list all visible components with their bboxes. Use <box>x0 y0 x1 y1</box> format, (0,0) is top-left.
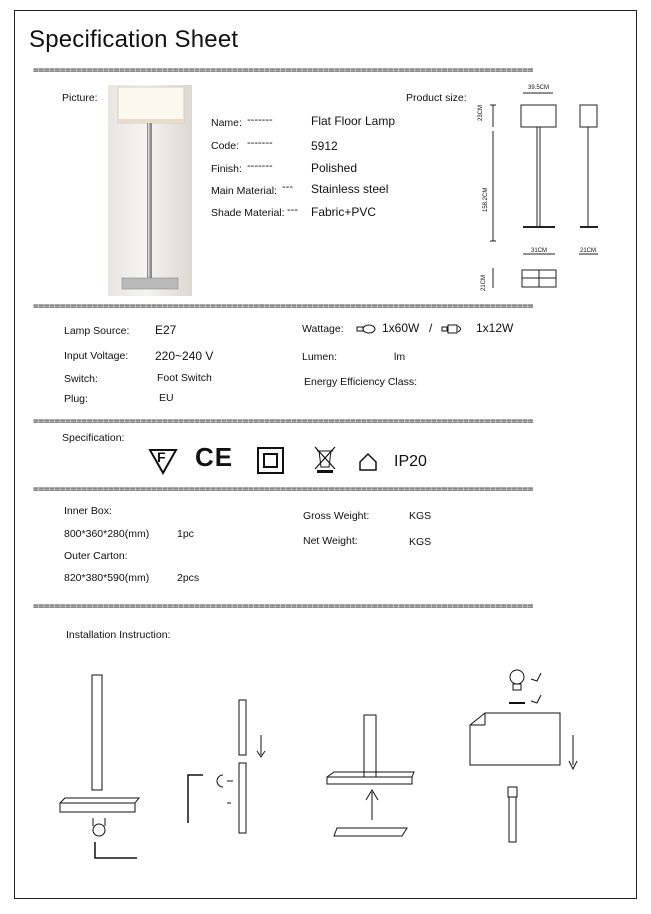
plug-value: EU <box>159 392 174 404</box>
switch-label: Switch: <box>64 373 98 385</box>
dim-base-depth: 21CM <box>481 274 487 291</box>
lumen-label: Lumen: <box>302 351 338 363</box>
installation-step-2 <box>183 695 263 845</box>
crossed-bin-icon <box>313 445 337 473</box>
main-material-value: Stainless steel <box>311 182 389 196</box>
separator: ============================================================================================= <box>33 418 533 425</box>
lumen-unit: lm <box>394 351 406 363</box>
outer-carton-qty: 2pcs <box>177 572 200 584</box>
net-weight-label: Net Weight: <box>303 535 358 547</box>
dim-shade-height: 23CM <box>478 104 484 121</box>
installation-step-1 <box>55 670 145 870</box>
installation-step-3 <box>322 710 422 840</box>
inner-box-qty: 1pc <box>177 528 194 540</box>
dim-side-width: 21CM <box>580 248 597 254</box>
switch-value: Foot Switch <box>157 372 212 384</box>
installation-step-4 <box>465 665 595 855</box>
incandescent-bulb-icon <box>356 324 376 334</box>
installation-label: Installation Instruction: <box>66 629 171 641</box>
finish-value: Polished <box>311 161 358 175</box>
main-material-label: Main Material: <box>211 185 277 197</box>
wattage-separator: / <box>429 321 433 335</box>
wattage-2-value: 1x12W <box>476 321 514 335</box>
wattage-1-value: 1x60W <box>382 321 420 335</box>
led-bulb-icon <box>441 324 465 334</box>
input-voltage-value: 220~240 V <box>155 349 214 363</box>
name-label: Name: <box>211 117 242 129</box>
specification-label: Specification: <box>62 432 125 444</box>
product-photo <box>108 85 192 296</box>
wattage-label: Wattage: <box>302 323 344 335</box>
energy-class-label: Energy Efficiency Class: <box>304 376 418 388</box>
separator: ============================================================================================= <box>33 603 533 610</box>
name-dash: ------- <box>247 114 273 126</box>
code-dash: ------- <box>247 137 273 149</box>
lamp-source-value: E27 <box>155 323 177 337</box>
double-square-icon <box>257 447 285 475</box>
ce-mark: CE <box>195 442 234 472</box>
shade-material-label: Shade Material: <box>211 207 285 219</box>
separator: ============================================================================================= <box>33 303 533 310</box>
shade-material-dash: --- <box>287 204 298 216</box>
plug-label: Plug: <box>64 393 88 405</box>
main-material-dash: --- <box>282 181 293 193</box>
gross-weight-unit: KGS <box>409 510 432 522</box>
picture-label: Picture: <box>62 92 98 104</box>
inner-box-label: Inner Box: <box>64 505 112 517</box>
code-value: 5912 <box>311 139 338 153</box>
dim-total-height: 158.2CM <box>483 187 489 212</box>
ip-rating: IP20 <box>394 453 427 470</box>
product-size-label: Product size: <box>406 92 467 104</box>
outer-carton-size: 820*380*590(mm) <box>64 572 150 584</box>
name-value: Flat Floor Lamp <box>311 114 396 128</box>
f-mark-letter: F <box>157 449 166 465</box>
dim-base-width: 31CM <box>531 248 548 254</box>
separator: ============================================================================================= <box>33 486 533 493</box>
code-label: Code: <box>211 140 240 152</box>
net-weight-unit: KGS <box>409 536 432 548</box>
shade-material-value: Fabric+PVC <box>311 205 377 219</box>
lamp-source-label: Lamp Source: <box>64 325 130 337</box>
gross-weight-label: Gross Weight: <box>303 510 370 522</box>
house-icon <box>358 452 378 472</box>
finish-dash: ------- <box>247 160 273 172</box>
inner-box-size: 800*360*280(mm) <box>64 528 150 540</box>
outer-carton-label: Outer Carton: <box>64 550 128 562</box>
dim-shade-width: 39.5CM <box>528 85 550 91</box>
page-title: Specification Sheet <box>29 26 239 53</box>
dimension-drawing <box>478 85 618 295</box>
separator: ============================================================================================= <box>33 67 533 74</box>
input-voltage-label: Input Voltage: <box>64 350 129 362</box>
finish-label: Finish: <box>211 163 242 175</box>
